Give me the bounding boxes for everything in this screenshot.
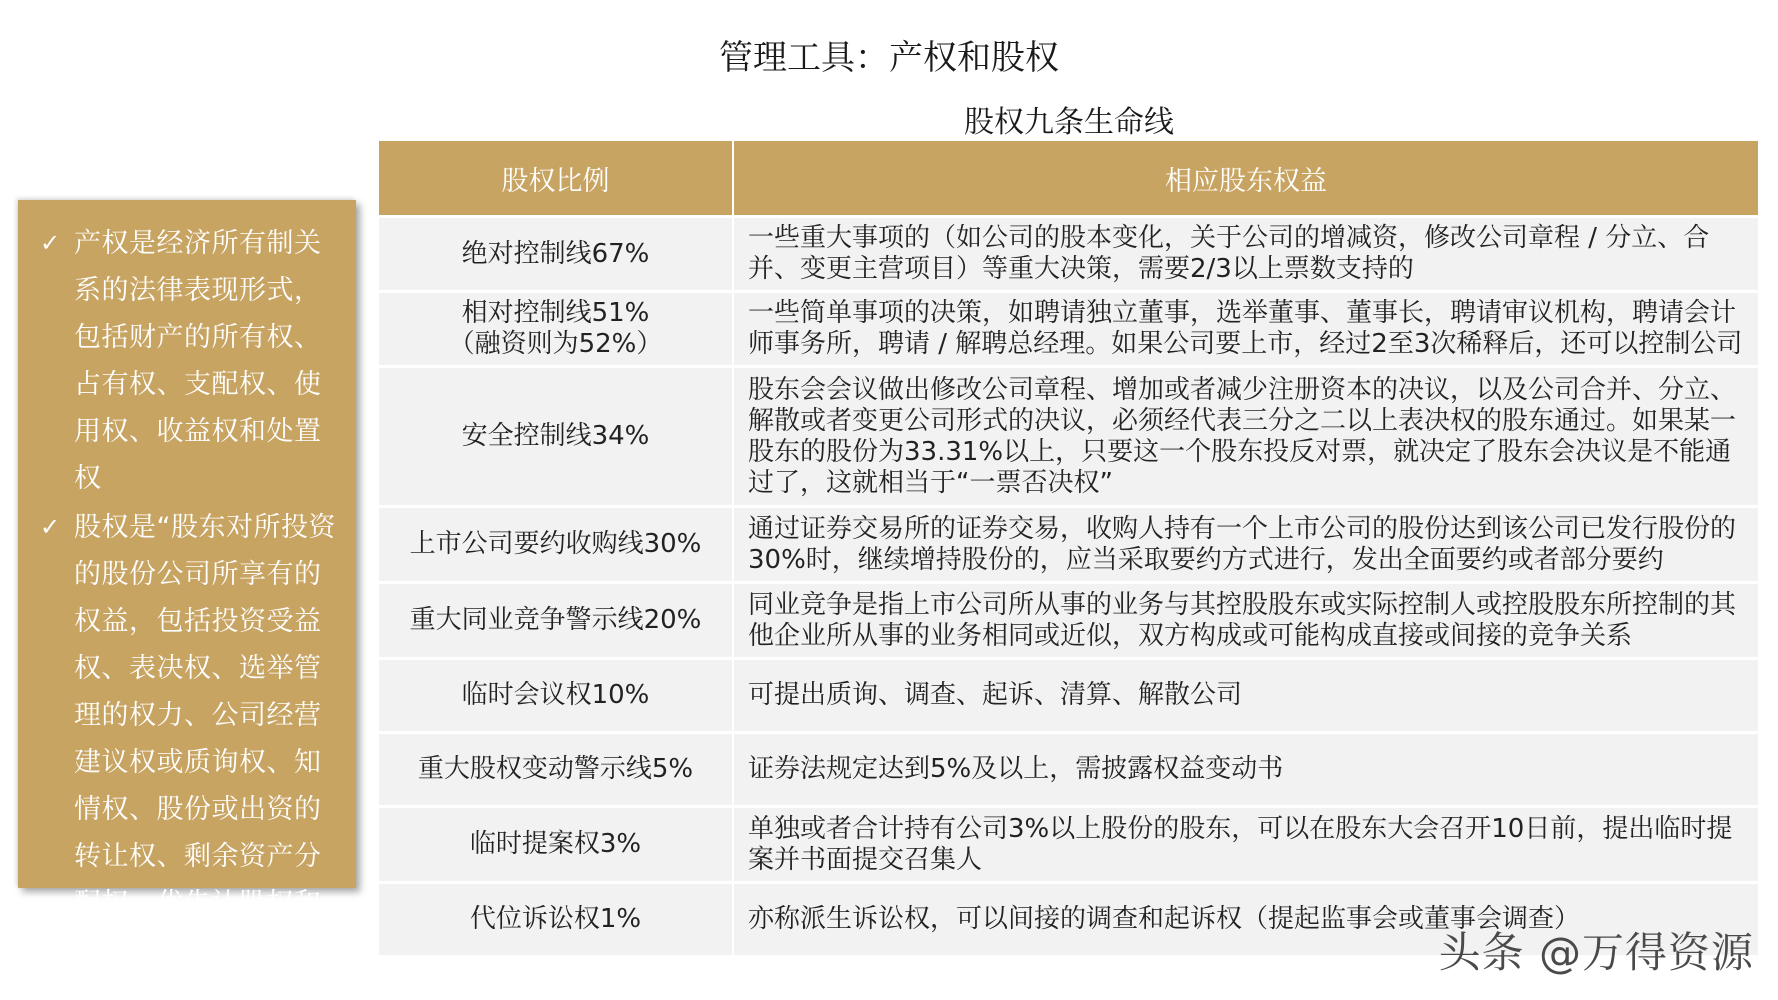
watermark: 头条 @万得资源: [1438, 928, 1754, 977]
side-item-property-rights: [40, 220, 348, 502]
rights-cell: 证券法规定达到5%及以上，需披露权益变动书: [733, 733, 1758, 807]
column-header-ratio: 股权比例: [379, 141, 733, 217]
ratio-cell: 绝对控制线67%: [379, 217, 733, 292]
table-row: [379, 507, 1758, 583]
check-icon: ✓: [40, 513, 61, 541]
equity-lifelines-table: [379, 141, 1758, 955]
ratio-cell: 重大股权变动警示线5%: [379, 733, 733, 807]
ratio-cell: 安全控制线34%: [379, 367, 733, 507]
rights-cell: 可提出质询、调查、起诉、清算、解散公司: [733, 659, 1758, 733]
rights-cell: 一些简单事项的决策，如聘请独立董事，选举董事、董事长，聘请审议机构，聘请会计师事务所，聘请 / 解聘总经理。如果公司要上市，经过2至3次稀释后，还可以控制公司: [733, 292, 1758, 367]
table-row: [379, 583, 1758, 659]
ratio-cell: 重大同业竞争警示线20%: [379, 583, 733, 659]
side-item-text: 股权是“股东对所投资的股份公司所享有的权益，包括投资受益权、表决权、选举管理的权力、公司经营建议权或质询权、知情权、股份或出资的转让权、剩余资产分配权、优先认股权和诉权: [74, 512, 336, 966]
ratio-cell: 临时会议权10%: [379, 659, 733, 733]
ratio-cell: 上市公司要约收购线30%: [379, 507, 733, 583]
check-icon: ✓: [40, 229, 61, 257]
table-header-row: [379, 141, 1758, 217]
ratio-cell: 相对控制线51% （融资则为52%）: [379, 292, 733, 367]
column-header-rights: 相应股东权益: [733, 141, 1758, 217]
table-row: [379, 217, 1758, 292]
side-item-text: 产权是经济所有制关系的法律表现形式，包括财产的所有权、占有权、支配权、使用权、收益权和处置权: [74, 228, 322, 494]
table-title: 股权九条生命线: [964, 105, 1174, 140]
rights-cell: 股东会会议做出修改公司章程、增加或者减少注册资本的决议，以及公司合并、分立、解散或者变更公司形式的决议，必须经代表三分之二以上表决权的股东通过。如果某一股东的股份为33.31%以上，只要这一个股东投反对票，就决定了股东会决议是不能通过了，这就相当于“一票否决权”: [733, 367, 1758, 507]
property-rights-panel: [18, 200, 356, 966]
table-row: [379, 292, 1758, 367]
table-row: [379, 367, 1758, 507]
rights-cell: 通过证券交易所的证券交易，收购人持有一个上市公司的股份达到该公司已发行股份的30%时，继续增持股份的，应当采取要约方式进行，发出全面要约或者部分要约: [733, 507, 1758, 583]
rights-cell: 单独或者合计持有公司3%以上股份的股东，可以在股东大会召开10日前，提出临时提案并书面提交召集人: [733, 807, 1758, 883]
page-title: 管理工具：产权和股权: [719, 38, 1059, 78]
ratio-cell: 代位诉讼权1%: [379, 883, 733, 955]
table-row: [379, 733, 1758, 807]
rights-cell: 亦称派生诉讼权，可以间接的调查和起诉权（提起监事会或董事会调查）: [733, 883, 1758, 955]
rights-cell: 一些重大事项的（如公司的股本变化，关于公司的增减资，修改公司章程 / 分立、合并、变更主营项目）等重大决策，需要2/3以上票数支持的: [733, 217, 1758, 292]
table-row: [379, 659, 1758, 733]
rights-cell: 同业竞争是指上市公司所从事的业务与其控股股东或实际控制人或控股股东所控制的其他企业所从事的业务相同或近似，双方构成或可能构成直接或间接的竞争关系: [733, 583, 1758, 659]
side-item-equity: [40, 504, 348, 974]
ratio-cell: 临时提案权3%: [379, 807, 733, 883]
table-row: [379, 807, 1758, 883]
